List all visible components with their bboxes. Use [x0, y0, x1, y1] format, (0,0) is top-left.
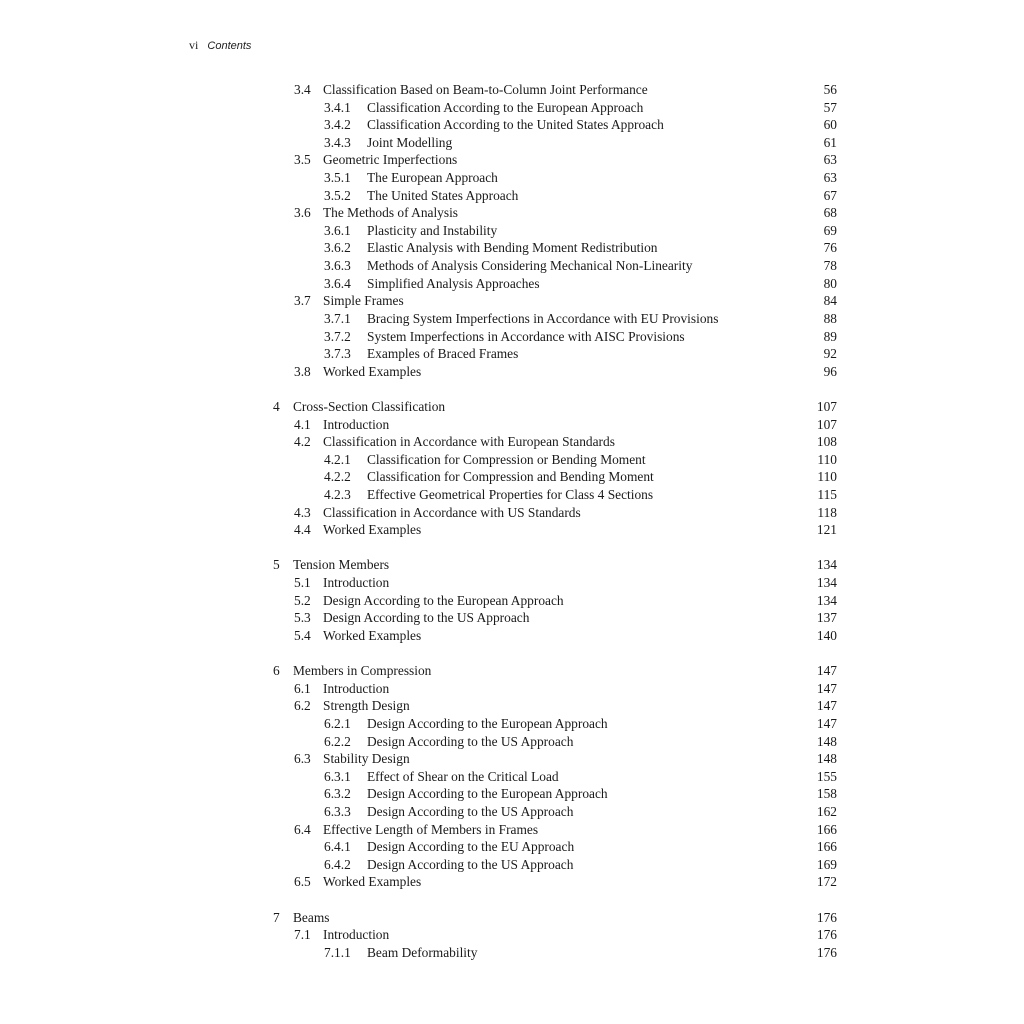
- toc-entry-section: [0, 821, 1024, 839]
- toc-entry-page: 162: [816, 803, 837, 819]
- toc-entry-number: 3.6.3: [324, 258, 351, 274]
- toc-entry-number: 5.1: [294, 575, 311, 591]
- toc-entry-page: 68: [823, 205, 837, 221]
- toc-entry-title: Design According to the US Approach: [323, 610, 530, 626]
- toc-entry-page: 92: [823, 346, 837, 362]
- toc-entry-number: 3.7: [294, 293, 311, 309]
- toc-entry-title: Bracing System Imperfections in Accordance with EU Provisions: [367, 310, 719, 326]
- toc-entry-page: 172: [816, 874, 837, 890]
- toc-entry-section: [0, 750, 1024, 768]
- toc-entry-number: 3.4: [294, 82, 311, 97]
- toc-entry-page: 80: [823, 275, 837, 291]
- toc-entry-title: Design According to the EU Approach: [367, 839, 575, 855]
- running-header: [189, 38, 251, 53]
- toc-entry-section: [0, 592, 1024, 610]
- toc-spacer: [0, 645, 1024, 663]
- toc-entry-number: 5.2: [294, 592, 311, 608]
- toc-entry-subsection: [0, 803, 1024, 821]
- toc-entry-page: 108: [816, 434, 837, 450]
- toc-entry-title: Classification in Accordance with European Standards: [323, 434, 615, 450]
- toc-entry-title: Introduction: [323, 680, 390, 696]
- toc-entry-title: Cross-Section Classification: [293, 398, 446, 414]
- toc-entry-title: Design According to the US Approach: [367, 733, 574, 749]
- toc-entry-section: [0, 521, 1024, 539]
- toc-spacer: [0, 891, 1024, 909]
- toc-entry-page: 176: [816, 927, 837, 943]
- toc-entry-subsection: [0, 222, 1024, 240]
- toc-entry-subsection: [0, 257, 1024, 275]
- toc-entry-subsection: [0, 134, 1024, 152]
- toc-entry-page: 107: [816, 398, 837, 414]
- toc-entry-subsection: [0, 275, 1024, 293]
- toc-entry-title: System Imperfections in Accordance with AISC Provisions: [367, 328, 685, 344]
- toc-entry-section: [0, 416, 1024, 434]
- toc-entry-subsection: [0, 944, 1024, 962]
- toc-entry-number: 3.4.1: [324, 99, 351, 115]
- toc-entry-number: 5: [273, 557, 280, 573]
- toc-entry-title: Introduction: [323, 927, 390, 943]
- toc-entry-page: 166: [816, 821, 837, 837]
- toc-entry-number: 3.5: [294, 152, 311, 168]
- toc-entry-title: Classification Based on Beam-to-Column Joint Performance: [323, 82, 648, 97]
- toc-entry-page: 137: [816, 610, 837, 626]
- toc-entry-section: [0, 697, 1024, 715]
- toc-entry-subsection: [0, 733, 1024, 751]
- toc-entry-number: 3.6: [294, 205, 311, 221]
- toc-entry-page: 69: [823, 222, 837, 238]
- toc-entry-page: 61: [823, 134, 837, 150]
- toc-entry-subsection: [0, 239, 1024, 257]
- toc-entry-page: 155: [816, 768, 837, 784]
- toc-entry-number: 4: [273, 398, 280, 414]
- toc-entry-subsection: [0, 169, 1024, 187]
- toc-entry-page: 110: [817, 451, 837, 467]
- toc-entry-section: [0, 151, 1024, 169]
- toc-entry-number: 3.6.1: [324, 222, 351, 238]
- toc-entry-page: 176: [816, 944, 837, 960]
- toc-entry-title: Classification According to the United States Approach: [367, 117, 664, 133]
- toc-entry-number: 6.4.2: [324, 856, 351, 872]
- toc-entry-subsection: [0, 116, 1024, 134]
- toc-entry-title: Classification in Accordance with US Standards: [323, 504, 581, 520]
- toc-entry-page: 110: [817, 469, 837, 485]
- toc-entry-title: The United States Approach: [367, 187, 519, 203]
- toc-entry-title: Introduction: [323, 575, 390, 591]
- toc-entry-number: 4.4: [294, 522, 311, 538]
- toc-entry-page: 89: [823, 328, 837, 344]
- toc-entry-page: 148: [816, 751, 837, 767]
- toc-entry-number: 6.4: [294, 821, 311, 837]
- toc-entry-section: [0, 926, 1024, 944]
- toc-entry-page: 121: [816, 522, 837, 538]
- toc-entry-title: Joint Modelling: [367, 134, 453, 150]
- toc-entry-section: [0, 81, 1024, 99]
- toc-entry-subsection: [0, 856, 1024, 874]
- toc-entry-title: Beam Deformability: [367, 944, 478, 960]
- toc-entry-subsection: [0, 345, 1024, 363]
- toc-entry-number: 7.1: [294, 927, 311, 943]
- toc-entry-subsection: [0, 310, 1024, 328]
- toc-entry-number: 4.2: [294, 434, 311, 450]
- toc-entry-number: 3.7.3: [324, 346, 351, 362]
- toc-entry-title: Worked Examples: [323, 363, 422, 379]
- toc-entry-page: 84: [823, 293, 837, 309]
- toc-entry-page: 118: [817, 504, 837, 520]
- toc-entry-number: 7.1.1: [324, 944, 351, 960]
- toc-entry-title: Design According to the US Approach: [367, 856, 574, 872]
- toc-entry-subsection: [0, 838, 1024, 856]
- toc-entry-section: [0, 363, 1024, 381]
- toc-entry-number: 6.3.1: [324, 768, 351, 784]
- toc-entry-title: Members in Compression: [293, 663, 432, 679]
- toc-entry-title: Tension Members: [293, 557, 390, 573]
- toc-entry-title: Strength Design: [323, 698, 410, 714]
- toc-entry-page: 57: [823, 99, 837, 115]
- toc-entry-page: 134: [816, 575, 837, 591]
- toc-entry-title: Design According to the US Approach: [367, 803, 574, 819]
- toc-entry-section: [0, 609, 1024, 627]
- toc-entry-number: 5.3: [294, 610, 311, 626]
- toc-entry-title: Simple Frames: [323, 293, 404, 309]
- toc-entry-number: 6.3.3: [324, 803, 351, 819]
- toc-entry-number: 5.4: [294, 627, 311, 643]
- toc-entry-subsection: [0, 486, 1024, 504]
- running-title: Contents: [207, 40, 252, 52]
- toc-entry-section: [0, 873, 1024, 891]
- toc-entry-subsection: [0, 715, 1024, 733]
- toc-entry-subsection: [0, 768, 1024, 786]
- toc-entry-number: 3.5.1: [324, 170, 351, 186]
- toc-entry-number: 6: [273, 663, 280, 679]
- toc-entry-section: [0, 680, 1024, 698]
- toc-entry-section: [0, 627, 1024, 645]
- toc-entry-title: Worked Examples: [323, 627, 422, 643]
- toc-entry-page: 107: [816, 416, 837, 432]
- toc-entry-number: 6.4.1: [324, 839, 351, 855]
- toc-entry-title: Examples of Braced Frames: [367, 346, 519, 362]
- toc-entry-subsection: [0, 451, 1024, 469]
- toc-entry-title: The Methods of Analysis: [323, 205, 459, 221]
- toc-entry-number: 6.3.2: [324, 786, 351, 802]
- toc-entry-page: 67: [823, 187, 837, 203]
- toc-entry-section: [0, 292, 1024, 310]
- toc-entry-number: 6.2: [294, 698, 311, 714]
- toc-entry-number: 3.6.4: [324, 275, 351, 291]
- toc-entry-title: Stability Design: [323, 751, 410, 767]
- toc-entry-title: Worked Examples: [323, 874, 422, 890]
- toc-entry-title: Beams: [293, 909, 330, 925]
- toc-entry-page: 148: [816, 733, 837, 749]
- toc-spacer: [0, 380, 1024, 398]
- toc-entry-page: 176: [816, 909, 837, 925]
- toc-entry-title: Worked Examples: [323, 522, 422, 538]
- toc-entry-page: 56: [823, 82, 837, 97]
- toc-entry-title: Design According to the European Approach: [367, 715, 608, 731]
- toc-entry-number: 4.2.1: [324, 451, 351, 467]
- toc-entry-chapter: [0, 662, 1024, 680]
- toc-entry-number: 3.7.2: [324, 328, 351, 344]
- toc-entry-title: Simplified Analysis Approaches: [367, 275, 540, 291]
- toc-entry-section: [0, 204, 1024, 222]
- toc-entry-page: 115: [817, 487, 837, 503]
- toc-entry-number: 4.2.3: [324, 487, 351, 503]
- toc-entry-title: Effect of Shear on the Critical Load: [367, 768, 559, 784]
- toc-entry-number: 6.5: [294, 874, 311, 890]
- toc-entry-number: 6.2.1: [324, 715, 351, 731]
- toc-entry-subsection: [0, 785, 1024, 803]
- toc-entry-title: Effective Geometrical Properties for Class 4 Sections: [367, 487, 654, 503]
- toc-entry-title: Design According to the European Approach: [367, 786, 608, 802]
- toc-entry-page: 147: [816, 698, 837, 714]
- toc-entry-number: 7: [273, 909, 280, 925]
- toc-entry-title: Introduction: [323, 416, 390, 432]
- toc-entry-number: 6.1: [294, 680, 311, 696]
- toc-entry-subsection: [0, 468, 1024, 486]
- toc-entry-title: Effective Length of Members in Frames: [323, 821, 539, 837]
- toc-entry-section: [0, 574, 1024, 592]
- toc-entry-page: 76: [823, 240, 837, 256]
- toc-entry-number: 3.6.2: [324, 240, 351, 256]
- toc-entry-page: 147: [816, 715, 837, 731]
- toc-entry-number: 4.3: [294, 504, 311, 520]
- toc-entry-page: 140: [816, 627, 837, 643]
- toc-entry-chapter: [0, 909, 1024, 927]
- toc-entry-number: 3.4.3: [324, 134, 351, 150]
- toc-entry-number: 4.1: [294, 416, 311, 432]
- toc-entry-page: 88: [823, 310, 837, 326]
- toc-entry-section: [0, 504, 1024, 522]
- toc-entry-number: 6.2.2: [324, 733, 351, 749]
- toc-entry-chapter: [0, 398, 1024, 416]
- toc-entry-page: 147: [816, 663, 837, 679]
- toc-entry-page: 96: [823, 363, 837, 379]
- toc-entry-page: 63: [823, 170, 837, 186]
- toc-entry-page: 63: [823, 152, 837, 168]
- toc-entry-title: The European Approach: [367, 170, 498, 186]
- toc-entry-page: 134: [816, 592, 837, 608]
- page-number: vi: [189, 38, 199, 52]
- toc-entry-number: 6.3: [294, 751, 311, 767]
- toc-spacer: [0, 539, 1024, 557]
- toc-entry-number: 3.4.2: [324, 117, 351, 133]
- toc-entry-title: Methods of Analysis Considering Mechanical Non-Linearity: [367, 258, 693, 274]
- table-of-contents: [0, 81, 1024, 961]
- toc-entry-page: 78: [823, 258, 837, 274]
- toc-entry-title: Elastic Analysis with Bending Moment Redistribution: [367, 240, 658, 256]
- toc-entry-title: Classification According to the European Approach: [367, 99, 644, 115]
- toc-entry-title: Geometric Imperfections: [323, 152, 458, 168]
- toc-entry-subsection: [0, 99, 1024, 117]
- toc-entry-number: 4.2.2: [324, 469, 351, 485]
- toc-entry-subsection: [0, 328, 1024, 346]
- toc-entry-chapter: [0, 556, 1024, 574]
- toc-entry-page: 166: [816, 839, 837, 855]
- toc-entry-number: 3.5.2: [324, 187, 351, 203]
- toc-entry-title: Classification for Compression and Bending Moment: [367, 469, 654, 485]
- toc-entry-section: [0, 433, 1024, 451]
- toc-entry-title: Plasticity and Instability: [367, 222, 498, 238]
- toc-entry-subsection: [0, 187, 1024, 205]
- toc-entry-page: 134: [816, 557, 837, 573]
- toc-entry-page: 60: [823, 117, 837, 133]
- toc-entry-page: 158: [816, 786, 837, 802]
- toc-entry-number: 3.8: [294, 363, 311, 379]
- toc-entry-title: Classification for Compression or Bending Moment: [367, 451, 646, 467]
- toc-entry-page: 147: [816, 680, 837, 696]
- toc-entry-page: 169: [816, 856, 837, 872]
- toc-entry-number: 3.7.1: [324, 310, 351, 326]
- toc-entry-title: Design According to the European Approach: [323, 592, 564, 608]
